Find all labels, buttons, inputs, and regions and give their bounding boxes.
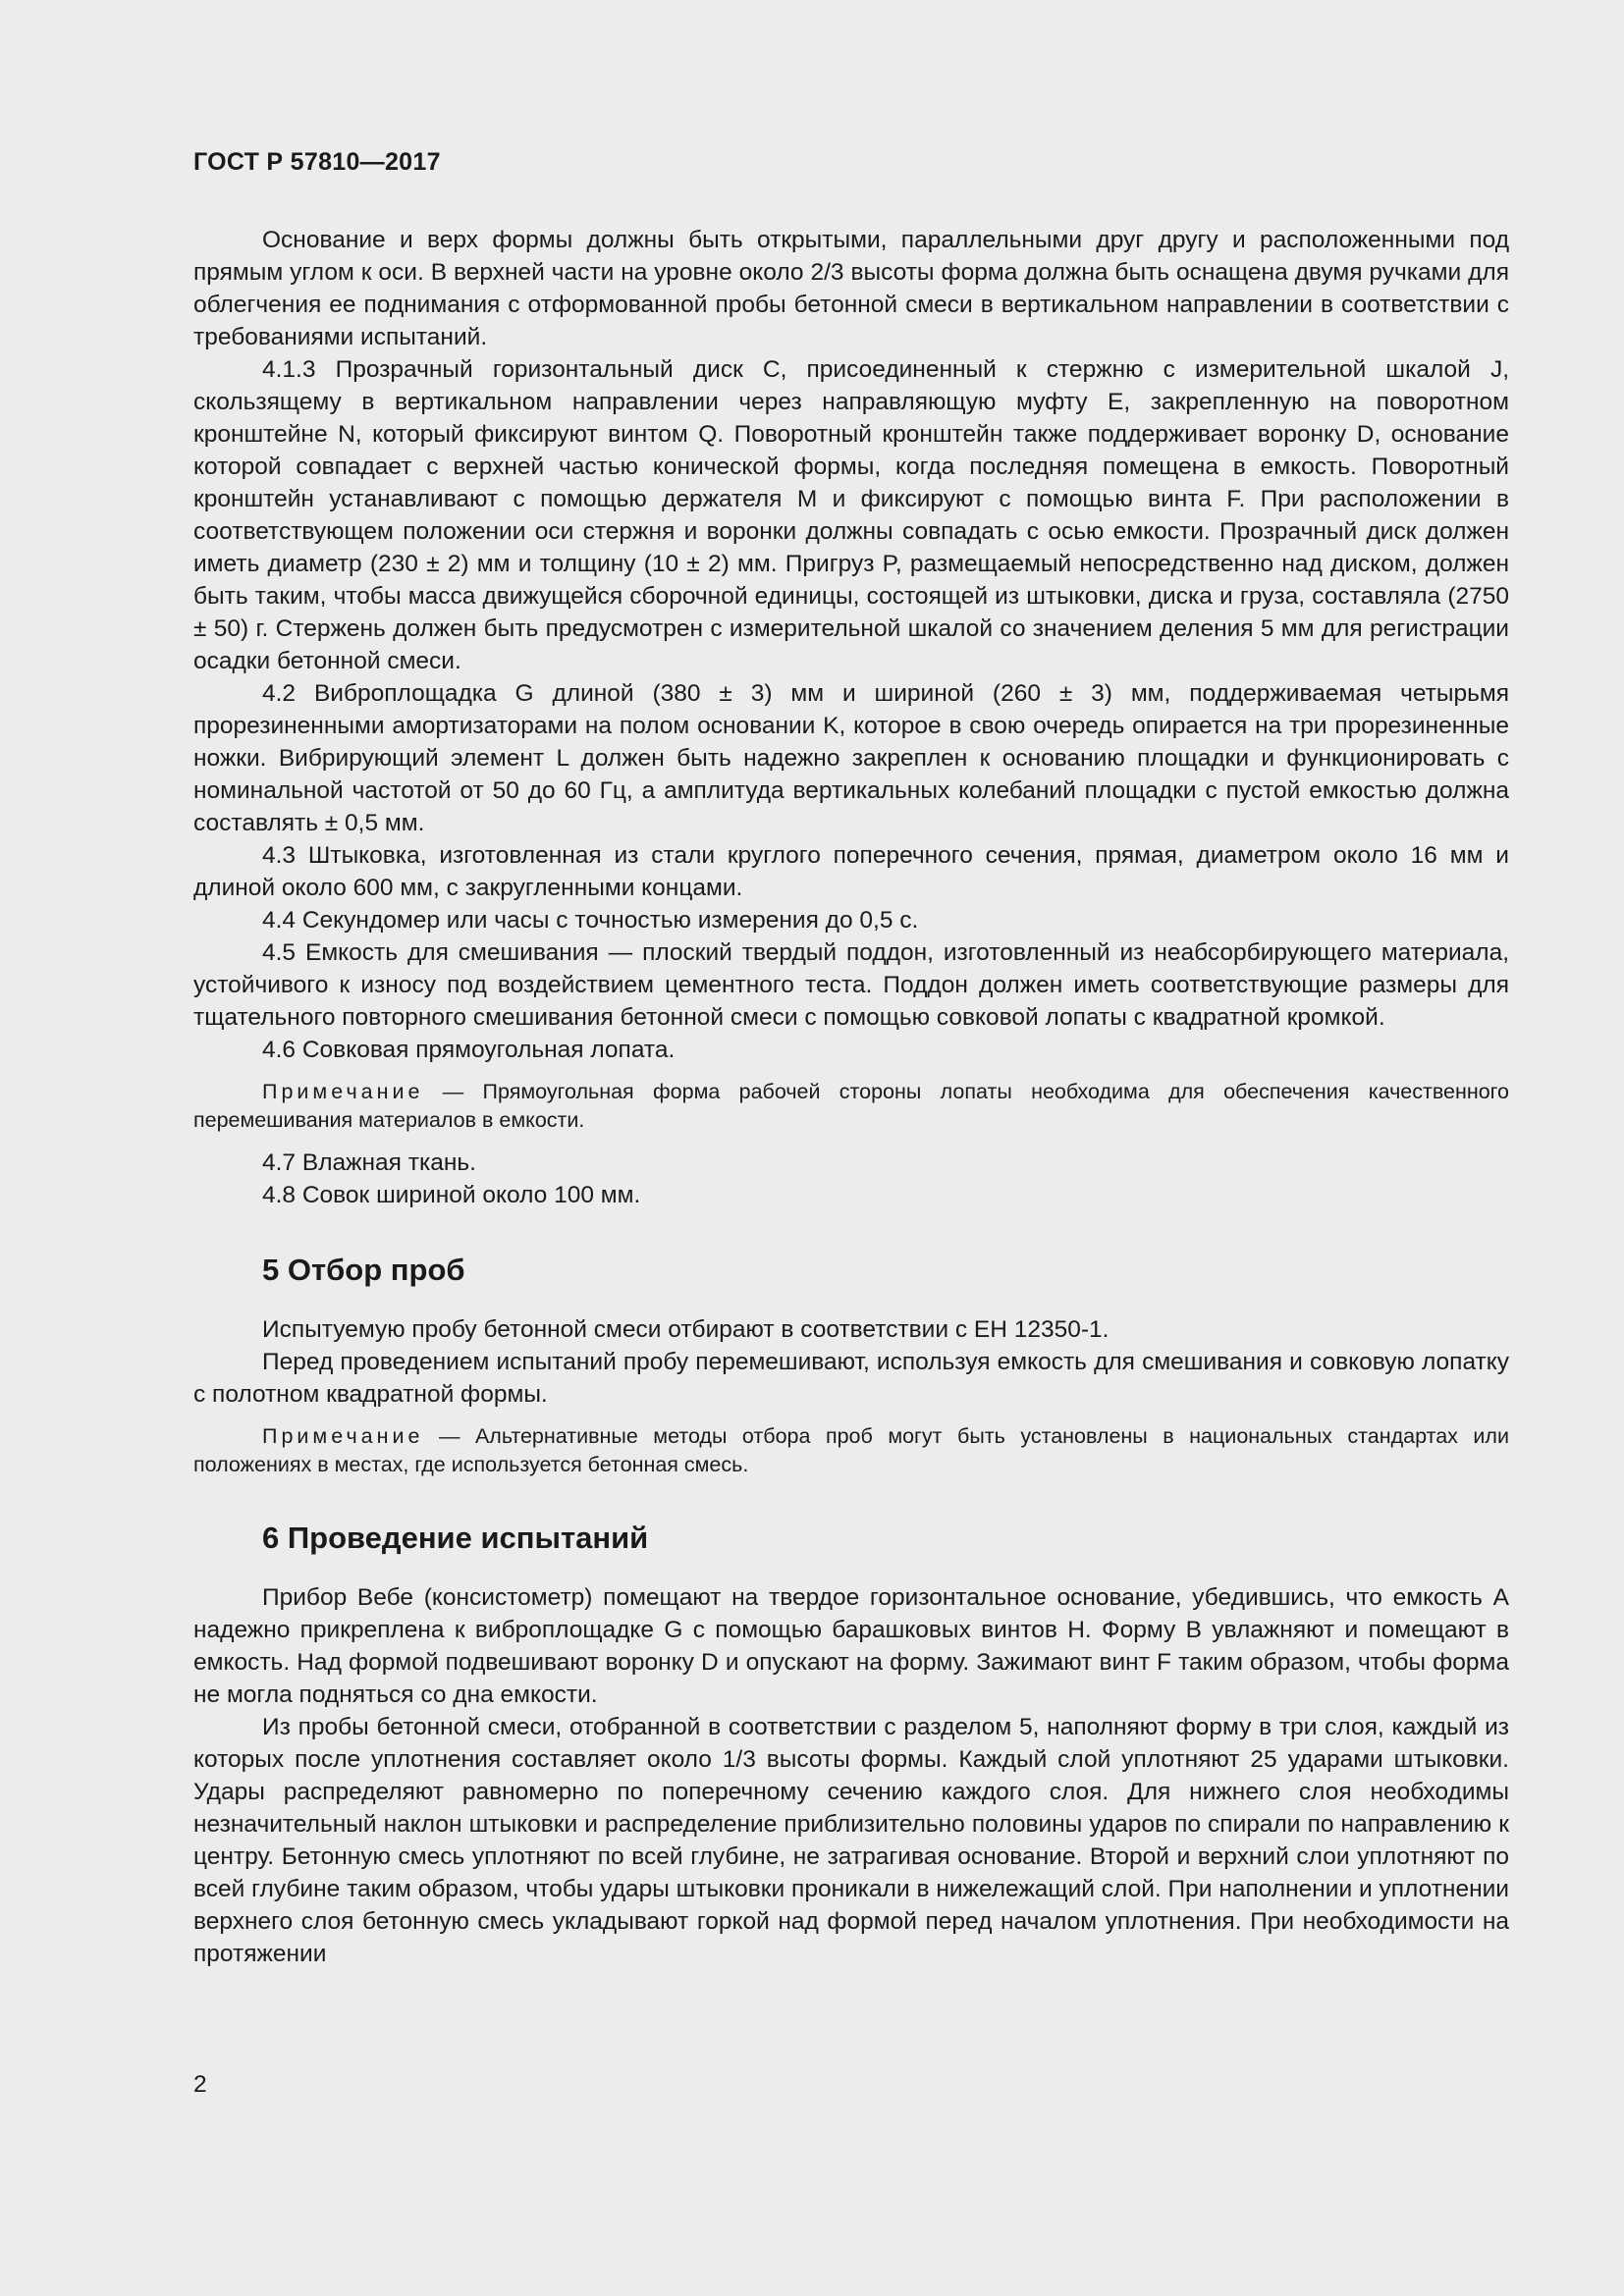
paragraph: 4.4 Секундомер или часы с точностью измерения до 0,5 с. bbox=[262, 907, 919, 934]
paragraph: 4.2 Виброплощадка G длиной (380 ± 3) мм и шириной (260 ± 3) мм, поддерживаемая четырьмя прорезиненными амортизаторами на полом основании K, которое в свою очередь опирается на три прорезиненные ножки. Вибрирующий элемент L должен быть надежно закреплен к основанию площадки и функционировать с номинальной частотой от 50 до 60 Гц, а амплитуда вертикальных колебаний площадки с пустой емкостью должна составлять ± 0,5 мм. bbox=[193, 680, 1509, 836]
note-label: Примечание bbox=[262, 1424, 424, 1448]
note-text: — Альтернативные методы отбора проб могут быть установлены в национальных стандартах или положениях в местах, где используется бетонная смесь. bbox=[193, 1424, 1509, 1476]
paragraph: 4.1.3 Прозрачный горизонтальный диск C, присоединенный к стержню с измерительной шкалой J, скользящему в вертикальном направлении через направляющую муфту E, закрепленную на поворотном кронштейне N, который фиксируют винтом Q. Поворотный кронштейн также поддерживает воронку D, основание которой совпадает с верхней частью конической формы, когда последняя помещена в емкость. Поворотный кронштейн устанавливают с помощью держателя M и фиксируют с помощью винта F. При расположении в соответствующем положении оси стержня и воронки должны совпадать с осью емкости. Прозрачный диск должен иметь диаметр (230 ± 2) мм и толщину (10 ± 2) мм. Пригруз P, размещаемый непосредственно над диском, должен быть таким, чтобы масса движущейся сборочной единицы, состоящей из штыковки, диска и груза, составляла (2750 ± 50) г. Стержень должен быть предусмотрен с измерительной шкалой со значением деления 5 мм для регистрации осадки бетонной смеси. bbox=[193, 356, 1509, 674]
paragraph: Основание и верх формы должны быть открытыми, параллельными друг другу и расположенными под прямым углом к оси. В верхней части на уровне около 2/3 высоты форма должна быть оснащена двумя ручками для облегчения ее поднимания с отформованной пробы бетонной смеси в вертикальном направлении в соответствии с требованиями испытаний. bbox=[193, 227, 1509, 350]
paragraph: 4.6 Совковая прямоугольная лопата. bbox=[262, 1037, 676, 1063]
paragraph: 4.7 Влажная ткань. bbox=[262, 1149, 476, 1176]
document-body bbox=[193, 224, 1509, 1970]
paragraph: 4.8 Совок шириной около 100 мм. bbox=[262, 1182, 641, 1208]
paragraph: 4.5 Емкость для смешивания — плоский твердый поддон, изготовленный из неабсорбирующего материала, устойчивого к износу под воздействием цементного теста. Поддон должен иметь соответствующие размеры для тщательного повторного смешивания бетонной смеси с помощью совковой лопаты с квадратной кромкой. bbox=[193, 939, 1509, 1031]
note bbox=[193, 1422, 1509, 1479]
section-heading: 6 Проведение испытаний bbox=[262, 1521, 649, 1555]
paragraph: Из пробы бетонной смеси, отобранной в соответствии с разделом 5, наполняют форму в три слоя, каждый из которых после уплотнения составляет около 1/3 высоты формы. Каждый слой уплотняют 25 ударами штыковки. Удары распределяют равномерно по поперечному сечению каждого слоя. Для нижнего слоя необходимы незначительный наклон штыковки и распределение приблизительно половины ударов по спирали по направлению к центру. Бетонную смесь уплотняют по всей глубине, не затрагивая основание. Второй и верхний слои уплотняют по всей глубине таким образом, чтобы удары штыковки проникали в нижележащий слой. При наполнении и уплотнении верхнего слоя бетонную смесь укладывают горкой над формой перед началом уплотнения. При необходимости на протяжении bbox=[193, 1714, 1509, 1967]
paragraph: Прибор Вебе (консистометр) помещают на твердое горизонтальное основание, убедившись, что емкость A надежно прикреплена к виброплощадке G с помощью барашковых винтов H. Форму B увлажняют и помещают в емкость. Над формой подвешивают воронку D и опускают на форму. Зажимают винт F таким образом, чтобы форма не могла подняться со дна емкости. bbox=[193, 1584, 1509, 1708]
note bbox=[193, 1078, 1509, 1135]
section-heading: 5 Отбор проб bbox=[262, 1253, 465, 1287]
page-number: 2 bbox=[193, 2071, 207, 2098]
paragraph: 4.3 Штыковка, изготовленная из стали круглого поперечного сечения, прямая, диаметром около 16 мм и длиной около 600 мм, с закругленными концами. bbox=[193, 842, 1509, 901]
note-label: Примечание bbox=[262, 1080, 424, 1103]
note-text: — Прямоугольная форма рабочей стороны лопаты необходима для обеспечения качественного перемешивания материалов в емкости. bbox=[193, 1080, 1509, 1132]
paragraph: Испытуемую пробу бетонной смеси отбирают в соответствии с ЕН 12350-1. bbox=[262, 1316, 1110, 1343]
paragraph: Перед проведением испытаний пробу перемешивают, используя емкость для смешивания и совковую лопатку с полотном квадратной формы. bbox=[193, 1349, 1509, 1408]
document-header: ГОСТ Р 57810—2017 bbox=[193, 148, 441, 176]
